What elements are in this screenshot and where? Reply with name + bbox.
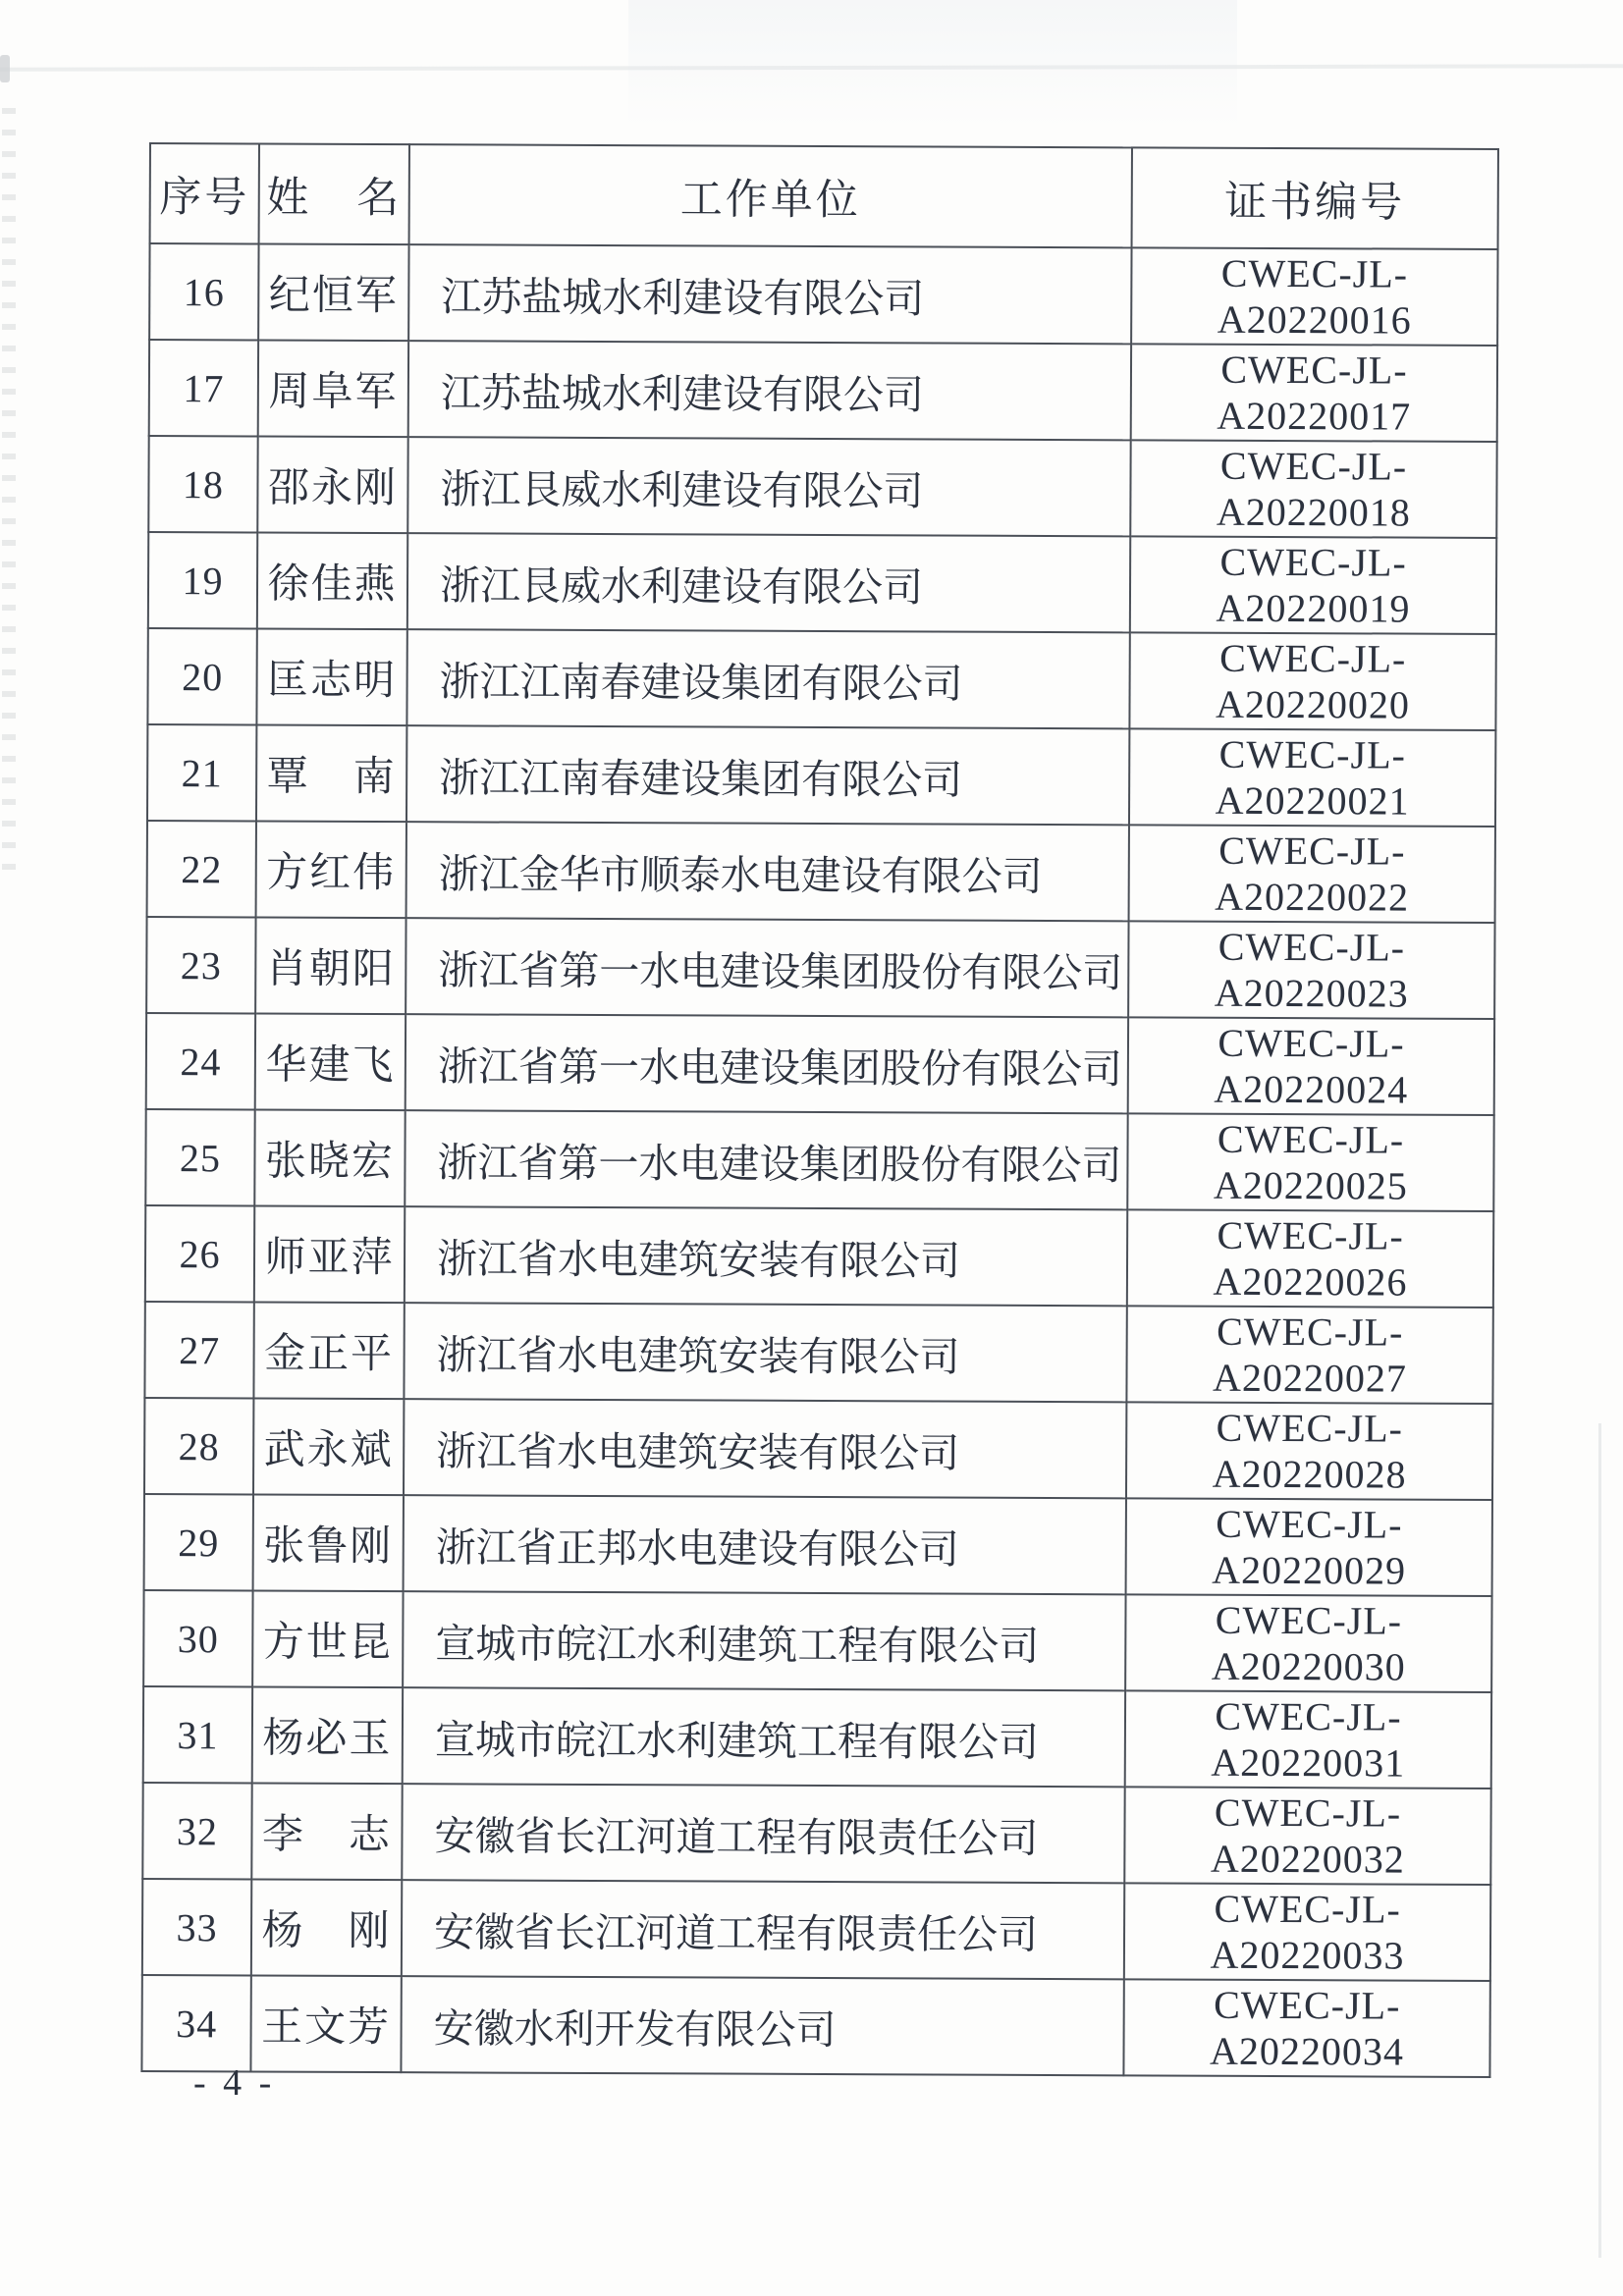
scan-artifact bbox=[2, 108, 16, 874]
cell-cert: CWEC-JL-A20220022 bbox=[1129, 825, 1495, 923]
cell-cert: CWEC-JL-A20220030 bbox=[1125, 1594, 1491, 1692]
scan-artifact bbox=[0, 55, 10, 82]
scan-artifact bbox=[628, 0, 1237, 128]
cell-cert: CWEC-JL-A20220024 bbox=[1128, 1017, 1494, 1115]
cell-unit: 浙江省第一水电建设集团股份有限公司 bbox=[405, 1110, 1127, 1209]
cell-unit: 浙江省第一水电建设集团股份有限公司 bbox=[406, 918, 1128, 1017]
cell-cert: CWEC-JL-A20220031 bbox=[1125, 1690, 1491, 1789]
cell-index: 29 bbox=[144, 1494, 253, 1590]
cell-unit: 浙江省水电建筑安装有限公司 bbox=[404, 1399, 1126, 1498]
cell-index: 18 bbox=[148, 436, 257, 532]
cell-cert: CWEC-JL-A20220029 bbox=[1126, 1498, 1492, 1596]
table-row bbox=[149, 243, 1497, 346]
cell-name: 徐佳燕 bbox=[257, 532, 407, 629]
table-row bbox=[147, 628, 1495, 730]
table-row bbox=[144, 1494, 1492, 1596]
cell-unit: 浙江金华市顺泰水电建设有限公司 bbox=[406, 822, 1129, 921]
cell-index: 34 bbox=[141, 1975, 250, 2071]
cell-unit: 浙江省第一水电建设集团股份有限公司 bbox=[406, 1014, 1128, 1113]
cell-index: 23 bbox=[146, 917, 255, 1013]
cell-name: 覃 南 bbox=[256, 724, 406, 822]
cell-unit: 浙江江南春建设集团有限公司 bbox=[406, 629, 1129, 728]
cell-index: 17 bbox=[149, 340, 258, 436]
cell-cert: CWEC-JL-A20220032 bbox=[1124, 1787, 1490, 1885]
scan-artifact bbox=[1598, 1423, 1601, 2258]
cell-index: 16 bbox=[149, 243, 258, 340]
cell-name: 肖朝阳 bbox=[255, 917, 406, 1014]
cell-unit: 宣城市皖江水利建筑工程有限公司 bbox=[403, 1687, 1125, 1787]
table-row bbox=[144, 1302, 1492, 1404]
table-row bbox=[145, 1205, 1493, 1308]
table-row bbox=[144, 1398, 1492, 1500]
cell-index: 25 bbox=[145, 1109, 254, 1205]
cell-cert: CWEC-JL-A20220023 bbox=[1128, 921, 1494, 1019]
table-row bbox=[142, 1783, 1490, 1885]
cell-cert: CWEC-JL-A20220033 bbox=[1124, 1883, 1490, 1981]
cell-name: 张鲁刚 bbox=[253, 1494, 404, 1591]
scan-artifact bbox=[0, 64, 1623, 71]
table-row bbox=[148, 532, 1496, 634]
cell-index: 33 bbox=[142, 1879, 251, 1975]
cell-unit: 浙江江南春建设集团有限公司 bbox=[406, 725, 1129, 825]
cell-name: 邵永刚 bbox=[257, 436, 407, 533]
column-header-cert: 证书编号 bbox=[1132, 147, 1498, 249]
cell-index: 21 bbox=[147, 724, 256, 821]
cell-cert: CWEC-JL-A20220017 bbox=[1131, 344, 1497, 442]
cell-unit: 宣城市皖江水利建筑工程有限公司 bbox=[403, 1591, 1125, 1690]
cell-unit: 浙江省水电建筑安装有限公司 bbox=[404, 1303, 1126, 1402]
cell-index: 19 bbox=[148, 532, 257, 628]
cell-cert: CWEC-JL-A20220019 bbox=[1130, 536, 1496, 634]
cell-index: 31 bbox=[143, 1686, 252, 1783]
cell-cert: CWEC-JL-A20220026 bbox=[1127, 1209, 1493, 1308]
cell-cert: CWEC-JL-A20220016 bbox=[1131, 247, 1497, 346]
table-row bbox=[142, 1879, 1490, 1981]
cell-name: 金正平 bbox=[253, 1302, 404, 1399]
cell-unit: 安徽水利开发有限公司 bbox=[401, 1976, 1123, 2075]
table-row bbox=[143, 1686, 1491, 1789]
cell-index: 30 bbox=[143, 1590, 252, 1686]
cell-unit: 安徽省长江河道工程有限责任公司 bbox=[402, 1784, 1124, 1883]
table-row bbox=[146, 917, 1494, 1019]
page-number: - 4 - bbox=[193, 2062, 276, 2104]
cell-unit: 浙江省水电建筑安装有限公司 bbox=[405, 1206, 1127, 1306]
column-header-name: 姓 名 bbox=[259, 143, 409, 244]
cell-unit: 浙江艮威水利建设有限公司 bbox=[407, 533, 1130, 632]
cell-index: 20 bbox=[147, 628, 256, 724]
cell-name: 纪恒军 bbox=[258, 243, 408, 341]
column-header-unit: 工作单位 bbox=[409, 144, 1132, 247]
cell-cert: CWEC-JL-A20220025 bbox=[1127, 1113, 1493, 1211]
cell-name: 李 志 bbox=[251, 1783, 402, 1880]
table-row bbox=[148, 436, 1496, 538]
cell-unit: 浙江艮威水利建设有限公司 bbox=[407, 437, 1130, 536]
table-row bbox=[147, 724, 1495, 827]
cell-name: 张晓宏 bbox=[254, 1109, 405, 1206]
cell-index: 27 bbox=[144, 1302, 253, 1398]
cell-name: 王文芳 bbox=[250, 1975, 401, 2072]
cell-cert: CWEC-JL-A20220021 bbox=[1129, 728, 1495, 827]
certificate-table bbox=[140, 142, 1499, 2078]
column-header-index: 序号 bbox=[150, 143, 259, 243]
cell-name: 武永斌 bbox=[253, 1398, 404, 1495]
table-row bbox=[141, 1975, 1489, 2077]
cell-name: 方红伟 bbox=[256, 821, 406, 918]
cell-cert: CWEC-JL-A20220028 bbox=[1126, 1402, 1492, 1500]
cell-index: 26 bbox=[145, 1205, 254, 1302]
cell-name: 方世昆 bbox=[252, 1590, 403, 1687]
table-row bbox=[145, 1109, 1493, 1211]
cell-cert: CWEC-JL-A20220027 bbox=[1126, 1306, 1492, 1404]
cell-name: 杨 刚 bbox=[251, 1879, 402, 1976]
cell-index: 22 bbox=[147, 821, 256, 917]
cell-index: 28 bbox=[144, 1398, 253, 1494]
table-row bbox=[146, 1013, 1494, 1115]
cell-name: 周阜军 bbox=[258, 340, 408, 437]
cell-name: 匡志明 bbox=[256, 628, 406, 725]
cell-cert: CWEC-JL-A20220034 bbox=[1123, 1979, 1489, 2077]
table-header-row bbox=[150, 143, 1498, 249]
cell-name: 师亚萍 bbox=[254, 1205, 405, 1303]
cell-cert: CWEC-JL-A20220018 bbox=[1130, 440, 1496, 538]
cell-unit: 安徽省长江河道工程有限责任公司 bbox=[402, 1880, 1124, 1979]
cell-name: 杨必玉 bbox=[252, 1686, 403, 1784]
cell-unit: 浙江省正邦水电建设有限公司 bbox=[404, 1495, 1126, 1594]
table-row bbox=[149, 340, 1497, 442]
cell-index: 32 bbox=[142, 1783, 251, 1879]
cell-unit: 江苏盐城水利建设有限公司 bbox=[408, 244, 1131, 344]
cell-cert: CWEC-JL-A20220020 bbox=[1129, 632, 1495, 730]
cell-unit: 江苏盐城水利建设有限公司 bbox=[408, 341, 1131, 440]
table-row bbox=[147, 821, 1495, 923]
cell-index: 24 bbox=[146, 1013, 255, 1109]
table-body bbox=[141, 243, 1497, 2077]
table-row bbox=[143, 1590, 1491, 1692]
cell-name: 华建飞 bbox=[255, 1013, 406, 1110]
